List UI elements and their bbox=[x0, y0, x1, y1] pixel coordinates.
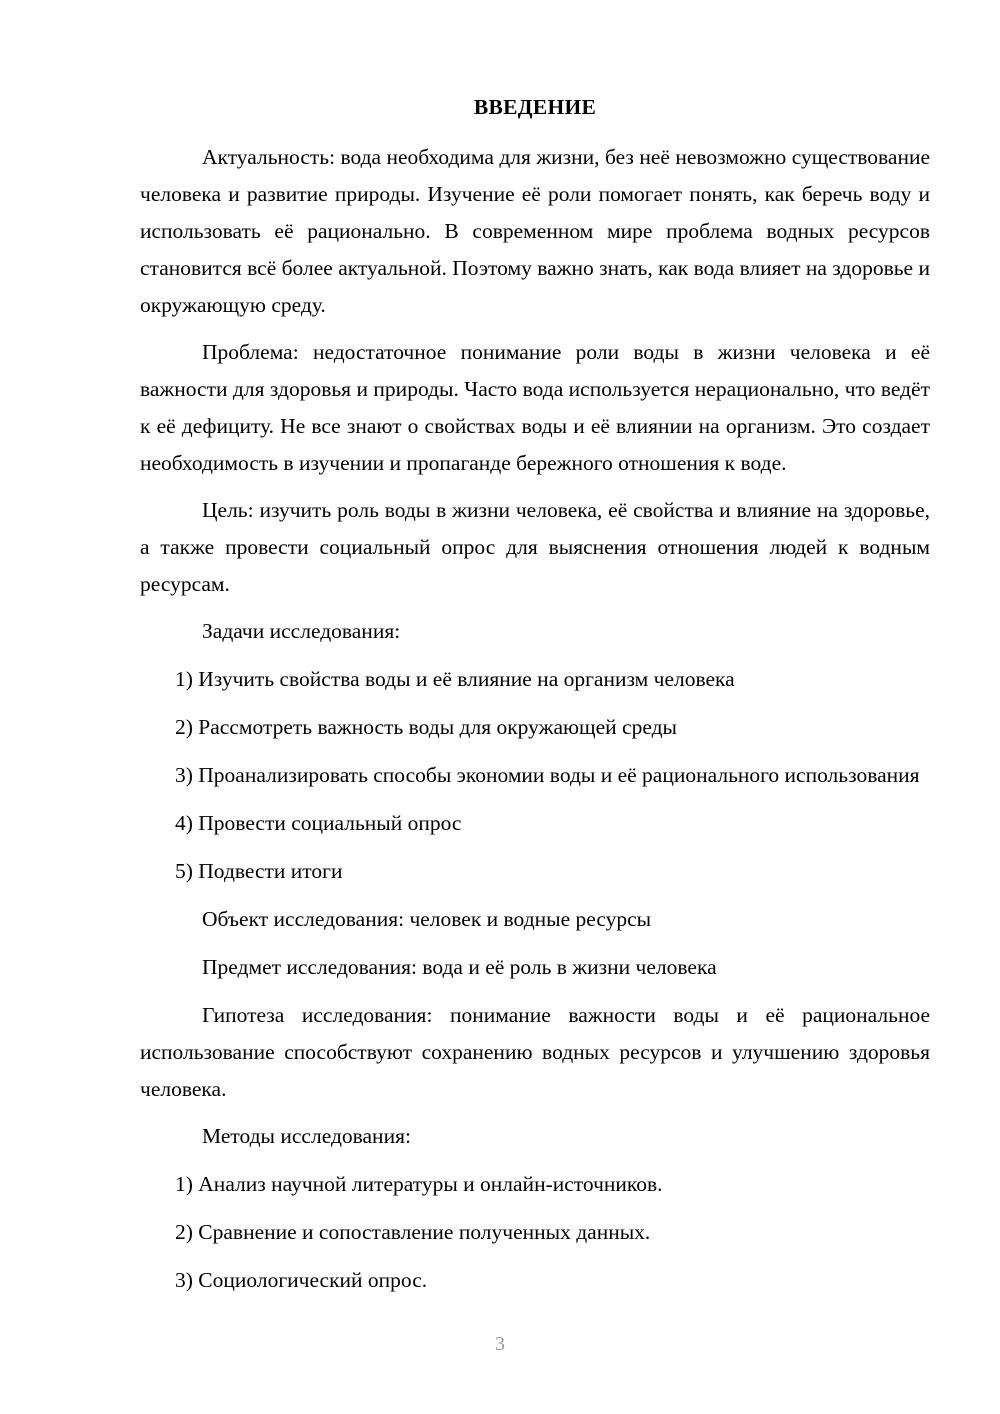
paragraph-goal: Цель: изучить роль воды в жизни человека, её свойства и влияние на здоровье, а также провести социальный опрос для выяснения отношения людей к водным ресурсам. bbox=[140, 498, 930, 596]
page-number: 3 bbox=[495, 1333, 505, 1355]
spacer bbox=[140, 746, 930, 757]
task-item-3: 3) Проанализировать способы экономии воды и её рационального использования bbox=[175, 763, 920, 787]
task-item-1: 1) Изучить свойства воды и её влияние на организм человека bbox=[175, 667, 735, 691]
method-item-2: 2) Сравнение и сопоставление полученных данных. bbox=[175, 1220, 651, 1244]
spacer bbox=[140, 794, 930, 805]
page-title: ВВЕДЕНИЕ bbox=[473, 95, 597, 119]
method-item-3: 3) Социологический опрос. bbox=[175, 1268, 428, 1292]
spacer bbox=[140, 1108, 930, 1118]
spacer bbox=[140, 698, 930, 709]
spacer bbox=[140, 482, 930, 492]
spacer bbox=[140, 986, 930, 997]
research-object: Объект исследования: человек и водные ресурсы bbox=[202, 907, 652, 931]
spacer bbox=[140, 842, 930, 853]
spacer bbox=[140, 890, 930, 901]
task-item-4: 4) Провести социальный опрос bbox=[175, 811, 462, 835]
task-item-2: 2) Рассмотреть важность воды для окружающей среды bbox=[175, 715, 677, 739]
spacer bbox=[140, 650, 930, 661]
tasks-heading: Задачи исследования: bbox=[202, 619, 401, 643]
spacer bbox=[140, 1203, 930, 1214]
task-item-5: 5) Подвести итоги bbox=[175, 859, 343, 883]
spacer bbox=[140, 603, 930, 613]
paragraph-problem: Проблема: недостаточное понимание роли воды в жизни человека и её важности для здоровья и природы. Часто вода используется нерационально, что ведёт к её дефициту. Не все знают о свойствах воды и её влиянии на организм. Это создает необходимость в изучении и пропаганде бережного отношения к воде. bbox=[140, 340, 930, 475]
spacer bbox=[140, 1251, 930, 1262]
spacer bbox=[140, 1155, 930, 1166]
spacer bbox=[140, 324, 930, 334]
method-item-1: 1) Анализ научной литературы и онлайн-источников. bbox=[175, 1172, 663, 1196]
spacer bbox=[140, 938, 930, 949]
paragraph-hypothesis: Гипотеза исследования: понимание важности воды и её рациональное использование способствуют сохранению водных ресурсов и улучшению здоровья человека. bbox=[140, 1003, 930, 1101]
research-subject: Предмет исследования: вода и её роль в жизни человека bbox=[202, 955, 717, 979]
paragraph-relevance: Актуальность: вода необходима для жизни, без неё невозможно существование человека и развитие природы. Изучение её роли помогает понять, как беречь воду и использовать её рационально. В современном мире проблема водных ресурсов становится всё более актуальной. Поэтому важно знать, как вода влияет на здоровье и окружающую среду. bbox=[140, 145, 930, 317]
methods-heading: Методы исследования: bbox=[202, 1124, 411, 1148]
document-body bbox=[140, 92, 930, 1299]
